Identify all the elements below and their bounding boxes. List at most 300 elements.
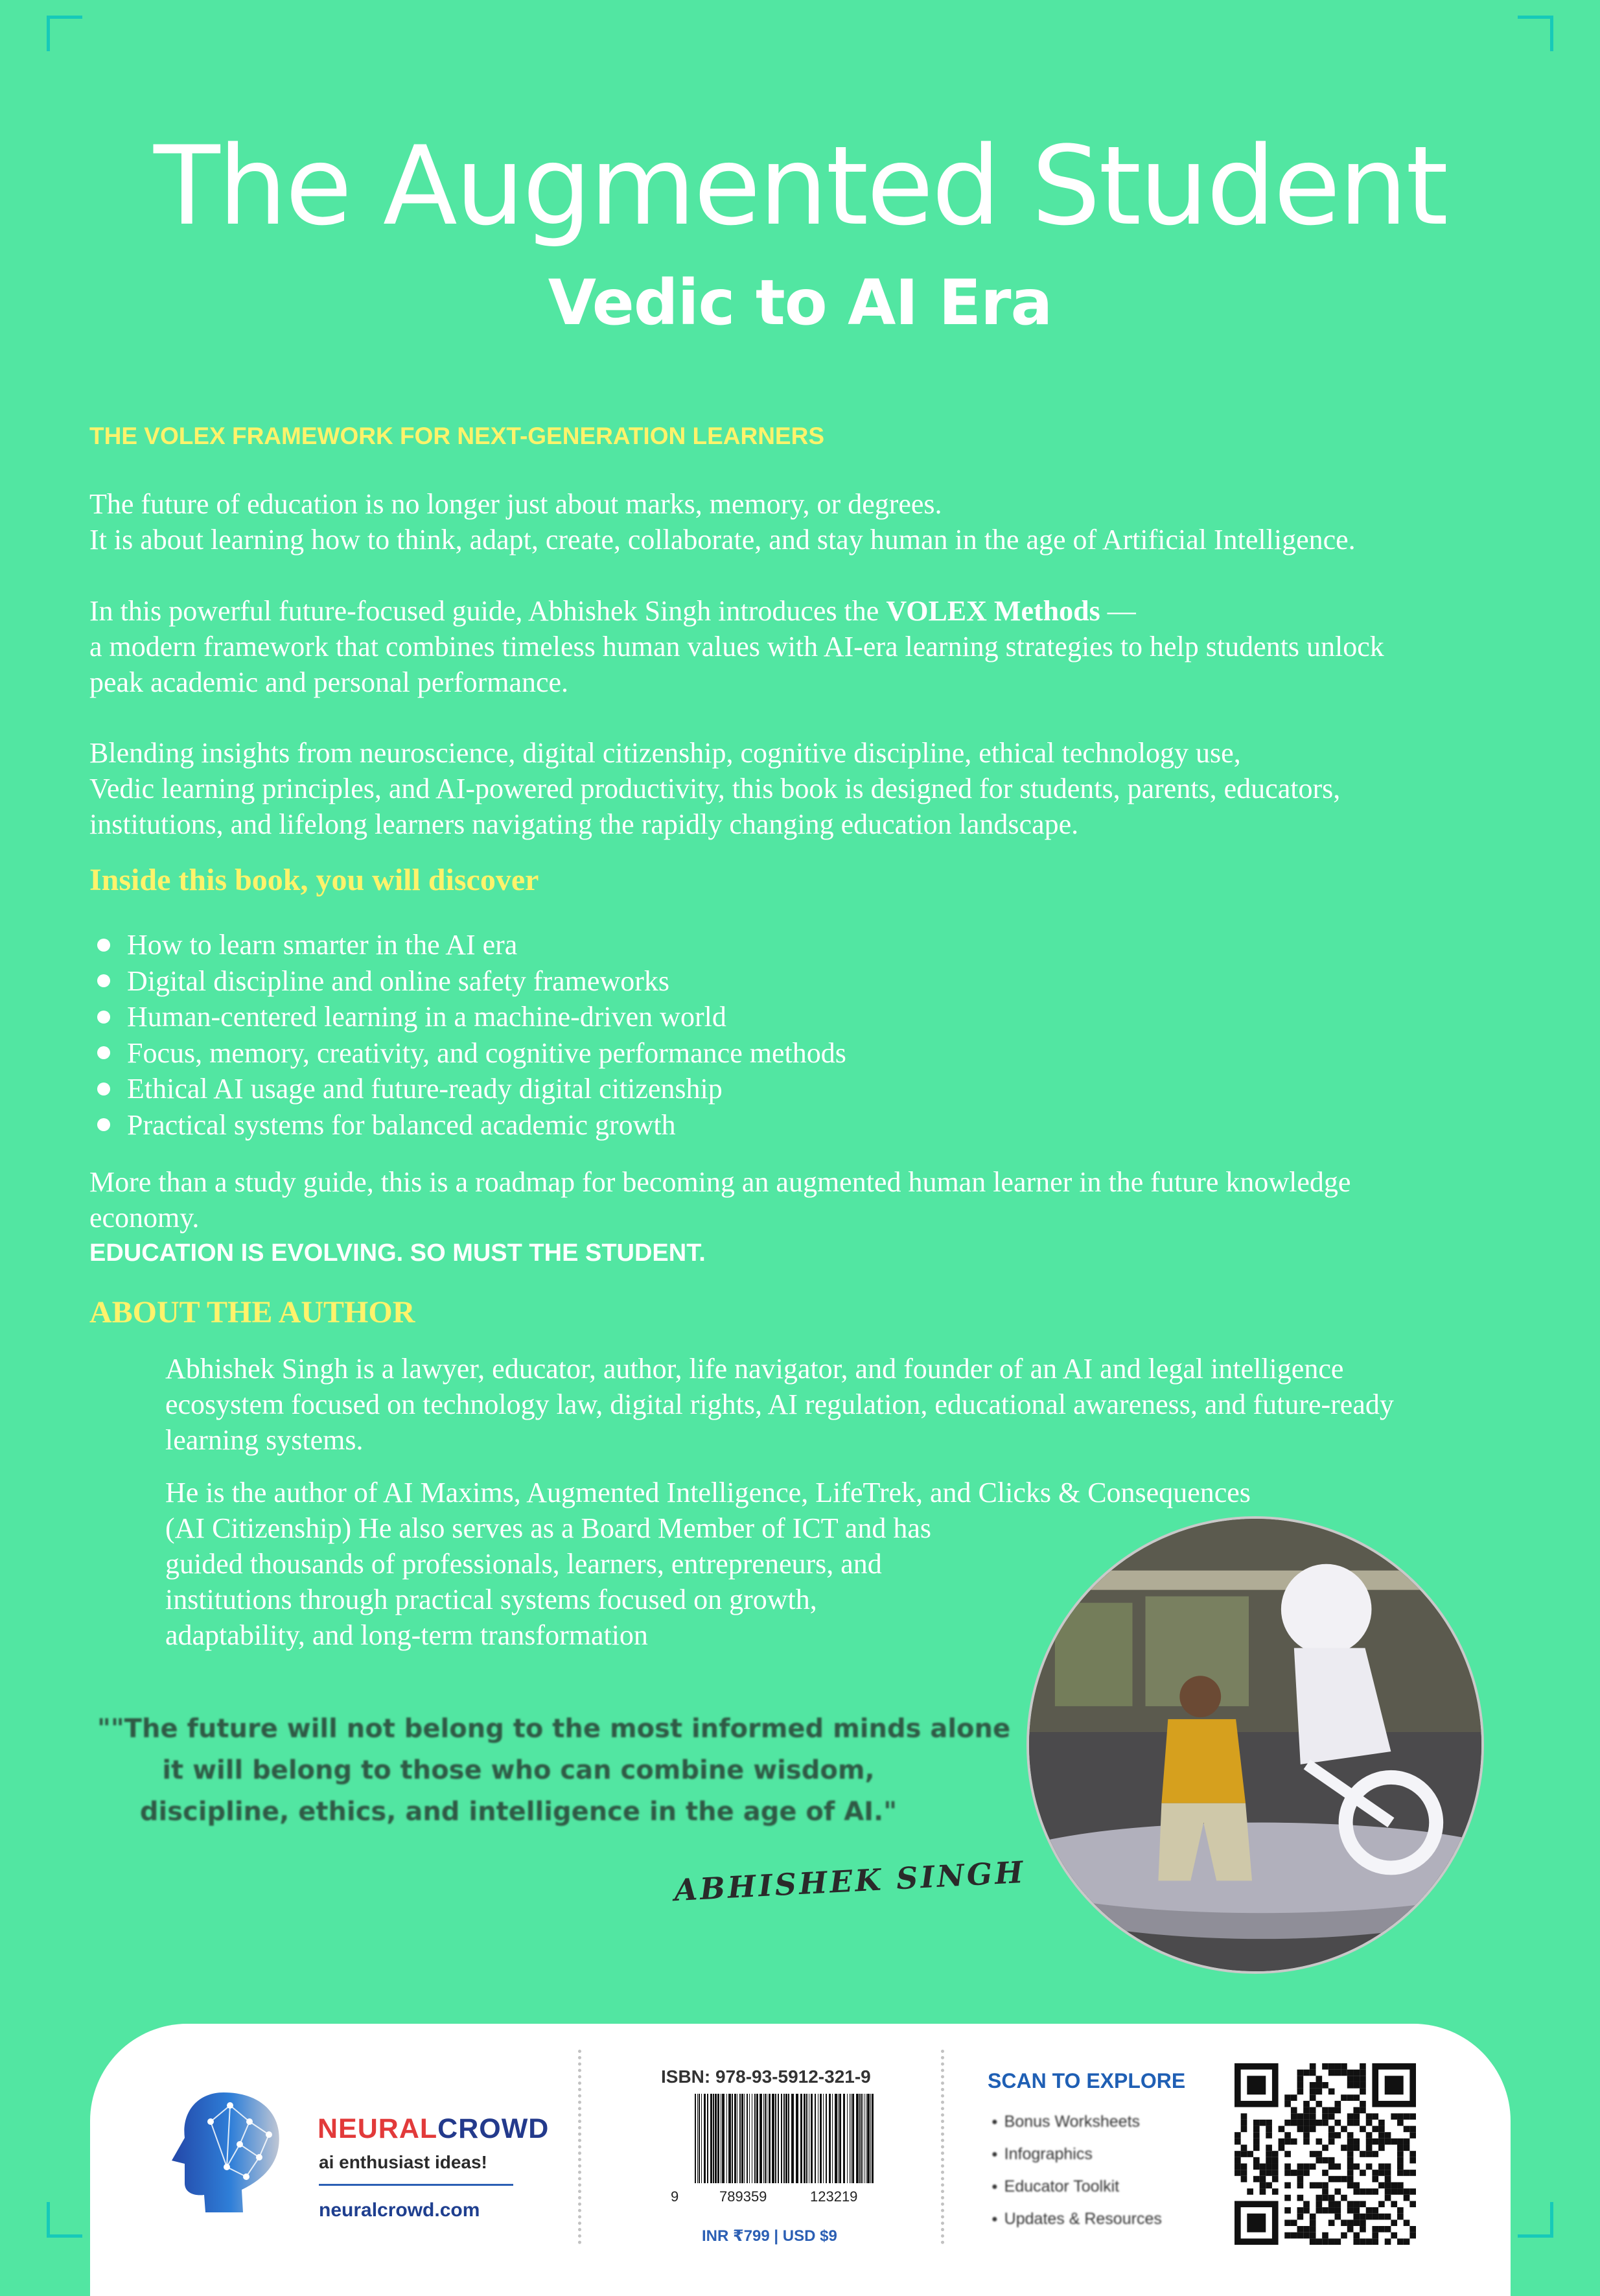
- qr-module: [1391, 2232, 1397, 2239]
- qr-module: [1284, 2163, 1291, 2170]
- qr-module: [1385, 2188, 1391, 2195]
- qr-module: [1353, 2201, 1360, 2207]
- qr-module: [1235, 2170, 1241, 2176]
- barcode-bar: [806, 2094, 807, 2183]
- list-item: Ethical AI usage and future-ready digital citizenship: [97, 1071, 846, 1107]
- qr-module: [1397, 2113, 1404, 2120]
- qr-module: [1360, 2188, 1366, 2195]
- author-photo-illustration: [1029, 1519, 1481, 1971]
- qr-module: [1353, 2238, 1360, 2245]
- qr-module: [1353, 2188, 1360, 2195]
- qr-module: [1360, 2070, 1366, 2076]
- qr-module: [1328, 2220, 1335, 2226]
- qr-module: [1310, 2089, 1316, 2095]
- qr-module: [1341, 2232, 1347, 2239]
- qr-module: [1297, 2082, 1304, 2089]
- qr-module: [1291, 2170, 1297, 2176]
- intro-paragraph-1: The future of education is no longer just about marks, memory, or degrees. It is about learning how to think, adapt, create, collaborate, and stay human in the age of Artificial Intelligence.: [89, 488, 1356, 556]
- qr-module: [1347, 2094, 1354, 2101]
- qr-module: [1328, 2113, 1335, 2120]
- book-title: The Augmented Student: [154, 123, 1446, 250]
- barcode-bar: [800, 2094, 802, 2183]
- qr-module: [1404, 2113, 1410, 2120]
- qr-module: [1284, 2182, 1291, 2188]
- qr-module: [1385, 2238, 1391, 2245]
- qr-module: [1266, 2170, 1272, 2176]
- qr-finder: [1247, 2076, 1266, 2094]
- qr-module: [1291, 2113, 1297, 2120]
- qr-module: [1322, 2238, 1328, 2245]
- publisher-url[interactable]: neuralcrowd.com: [319, 2199, 480, 2221]
- qr-module: [1397, 2182, 1404, 2188]
- qr-module: [1303, 2107, 1310, 2114]
- qr-module: [1272, 2176, 1279, 2183]
- qr-module: [1360, 2101, 1366, 2107]
- qr-module: [1279, 2126, 1285, 2133]
- barcode-bar: [781, 2094, 782, 2183]
- list-item: ● Educator Toolkit: [991, 2172, 1162, 2204]
- qr-module: [1347, 2120, 1354, 2126]
- qr-module: [1378, 2132, 1385, 2138]
- qr-module: [1291, 2220, 1297, 2226]
- qr-module: [1404, 2238, 1410, 2245]
- qr-module: [1372, 2226, 1378, 2232]
- qr-module: [1347, 2163, 1354, 2170]
- qr-module: [1260, 2170, 1266, 2176]
- qr-module: [1372, 2126, 1378, 2133]
- qr-module: [1341, 2176, 1347, 2183]
- barcode-bar: [843, 2094, 845, 2183]
- qr-module: [1303, 2226, 1310, 2232]
- barcode-bar: [697, 2094, 698, 2183]
- author-signature: ABHISHEK SINGH: [673, 1854, 1026, 1908]
- qr-module: [1303, 2070, 1310, 2076]
- qr-module: [1409, 2113, 1416, 2120]
- qr-module: [1297, 2182, 1304, 2188]
- barcode-bar: [717, 2094, 719, 2183]
- qr-module: [1328, 2207, 1335, 2214]
- qr-module: [1385, 2138, 1391, 2145]
- qr-module: [1297, 2195, 1304, 2201]
- intro-paragraph-3: Blending insights from neuroscience, digital citizenship, cognitive discipline, ethical technology use, Vedic learning principles, and AI-powered productivity, this book is designed for students, parents, educators, institutions, and lifelong learners navigating the rapidly changing education landscape.: [89, 737, 1341, 840]
- qr-module: [1297, 2214, 1304, 2220]
- qr-module: [1297, 2076, 1304, 2082]
- qr-module: [1360, 2201, 1366, 2207]
- qr-module: [1241, 2163, 1247, 2170]
- qr-module: [1341, 2126, 1347, 2133]
- qr-module: [1385, 2132, 1391, 2138]
- crop-mark-bottom-right: [1518, 2202, 1553, 2238]
- qr-module: [1334, 2207, 1341, 2214]
- qr-module: [1297, 2176, 1304, 2183]
- qr-module: [1241, 2120, 1247, 2126]
- qr-module: [1297, 2207, 1304, 2214]
- qr-module: [1272, 2151, 1279, 2157]
- qr-module: [1322, 2207, 1328, 2214]
- barcode-bar: [741, 2094, 743, 2183]
- qr-module: [1297, 2089, 1304, 2095]
- qr-module: [1266, 2145, 1272, 2151]
- qr-module: [1260, 2188, 1266, 2195]
- qr-module: [1353, 2082, 1360, 2089]
- barcode-bar: [796, 2094, 798, 2183]
- qr-module: [1360, 2076, 1366, 2082]
- qr-module: [1353, 2076, 1360, 2082]
- qr-module: [1241, 2113, 1247, 2120]
- qr-module: [1372, 2238, 1378, 2245]
- qr-module: [1353, 2214, 1360, 2220]
- qr-module: [1347, 2207, 1354, 2214]
- qr-module: [1360, 2107, 1366, 2114]
- qr-module: [1266, 2182, 1272, 2188]
- qr-module: [1347, 2070, 1354, 2076]
- qr-module: [1341, 2220, 1347, 2226]
- qr-module: [1409, 2170, 1416, 2176]
- qr-module: [1366, 2138, 1373, 2145]
- barcode-bar: [726, 2094, 727, 2183]
- qr-module: [1235, 2132, 1241, 2138]
- qr-module: [1284, 2151, 1291, 2157]
- inside-heading: Inside this book, you will discover: [89, 863, 539, 897]
- author-photo: [1026, 1516, 1484, 1974]
- qr-module: [1353, 2094, 1360, 2101]
- barcode-bar: [826, 2094, 827, 2183]
- qr-module: [1397, 2163, 1404, 2170]
- qr-module: [1334, 2063, 1341, 2070]
- qr-module: [1360, 2063, 1366, 2070]
- qr-module: [1322, 2145, 1328, 2151]
- qr-module: [1378, 2170, 1385, 2176]
- qr-module: [1253, 2126, 1260, 2133]
- qr-module: [1409, 2157, 1416, 2164]
- qr-module: [1334, 2070, 1341, 2076]
- qr-module: [1310, 2232, 1316, 2239]
- qr-module: [1397, 2145, 1404, 2151]
- barcode-bar: [785, 2094, 787, 2183]
- neuralcrowd-logo-icon: [165, 2086, 295, 2216]
- qr-module: [1284, 2232, 1291, 2239]
- qr-module: [1372, 2151, 1378, 2157]
- footer-divider: [578, 2050, 581, 2244]
- barcode-bar: [788, 2094, 789, 2183]
- qr-module: [1303, 2101, 1310, 2107]
- qr-module: [1322, 2170, 1328, 2176]
- barcode-bar: [722, 2094, 725, 2183]
- qr-module: [1328, 2126, 1335, 2133]
- qr-module: [1266, 2163, 1272, 2170]
- qr-module: [1360, 2238, 1366, 2245]
- qr-module: [1241, 2126, 1247, 2133]
- qr-module: [1322, 2232, 1328, 2239]
- qr-module: [1366, 2214, 1373, 2220]
- qr-module: [1310, 2182, 1316, 2188]
- qr-module: [1284, 2170, 1291, 2176]
- qr-module: [1253, 2176, 1260, 2183]
- qr-module: [1391, 2188, 1397, 2195]
- isbn-label: ISBN: 978-93-5912-321-9: [661, 2067, 871, 2087]
- qr-module: [1391, 2138, 1397, 2145]
- qr-module: [1322, 2082, 1328, 2089]
- qr-module: [1372, 2138, 1378, 2145]
- qr-module: [1310, 2070, 1316, 2076]
- qr-module: [1353, 2120, 1360, 2126]
- qr-module: [1297, 2226, 1304, 2232]
- qr-module: [1328, 2238, 1335, 2245]
- qr-module: [1404, 2220, 1410, 2226]
- qr-module: [1334, 2188, 1341, 2195]
- qr-module: [1391, 2113, 1397, 2120]
- qr-module: [1303, 2126, 1310, 2133]
- qr-module: [1297, 2120, 1304, 2126]
- qr-module: [1291, 2138, 1297, 2145]
- qr-module: [1316, 2207, 1323, 2214]
- qr-module: [1378, 2145, 1385, 2151]
- qr-module: [1241, 2170, 1247, 2176]
- list-item: ● Bonus Worksheets: [991, 2107, 1162, 2139]
- qr-module: [1316, 2120, 1323, 2126]
- publisher-rule: [319, 2184, 513, 2186]
- qr-module: [1404, 2170, 1410, 2176]
- scan-title: SCAN TO EXPLORE: [988, 2069, 1186, 2092]
- qr-module: [1391, 2201, 1397, 2207]
- qr-module: [1328, 2107, 1335, 2114]
- barcode-bar: [870, 2094, 871, 2183]
- qr-module: [1284, 2120, 1291, 2126]
- qr-module: [1303, 2113, 1310, 2120]
- price-label: INR ₹799 | USD $9: [702, 2227, 837, 2245]
- qr-module: [1266, 2126, 1272, 2133]
- list-item: How to learn smarter in the AI era: [97, 927, 846, 963]
- qr-module: [1341, 2070, 1347, 2076]
- qr-module: [1241, 2151, 1247, 2157]
- qr-module: [1284, 2207, 1291, 2214]
- qr-module: [1360, 2082, 1366, 2089]
- qr-module: [1385, 2182, 1391, 2188]
- barcode-bar: [754, 2094, 756, 2183]
- qr-module: [1360, 2226, 1366, 2232]
- qr-module: [1266, 2120, 1272, 2126]
- qr-module: [1303, 2170, 1310, 2176]
- qr-module: [1334, 2238, 1341, 2245]
- qr-module: [1347, 2157, 1354, 2164]
- qr-module: [1378, 2201, 1385, 2207]
- qr-module: [1397, 2120, 1404, 2126]
- barcode-bar: [707, 2094, 708, 2183]
- qr-module: [1341, 2195, 1347, 2201]
- qr-module: [1378, 2214, 1385, 2220]
- barcode-bar: [744, 2094, 745, 2183]
- qr-module: [1310, 2113, 1316, 2120]
- qr-module: [1316, 2138, 1323, 2145]
- barcode-bar: [749, 2094, 750, 2183]
- qr-module: [1397, 2157, 1404, 2164]
- qr-module: [1360, 2220, 1366, 2226]
- qr-module: [1347, 2182, 1354, 2188]
- list-item: Digital discipline and online safety frameworks: [97, 963, 846, 1000]
- qr-module: [1316, 2195, 1323, 2201]
- qr-module: [1303, 2201, 1310, 2207]
- qr-module: [1334, 2176, 1341, 2183]
- qr-module: [1310, 2063, 1316, 2070]
- publisher-tagline: ai enthusiast ideas!: [319, 2152, 487, 2172]
- barcode-first-digit: 9: [671, 2188, 679, 2205]
- qr-module: [1404, 2188, 1410, 2195]
- closing-paragraph: More than a study guide, this is a roadmap for becoming an augmented human learner in the future knowledge economy.: [89, 1166, 1351, 1234]
- qr-module: [1360, 2170, 1366, 2176]
- qr-module: [1260, 2163, 1266, 2170]
- qr-module: [1297, 2113, 1304, 2120]
- qr-module: [1235, 2163, 1241, 2170]
- barcode-bar: [728, 2094, 731, 2183]
- qr-module: [1310, 2214, 1316, 2220]
- qr-module: [1353, 2220, 1360, 2226]
- qr-module: [1272, 2188, 1279, 2195]
- qr-module: [1372, 2207, 1378, 2214]
- qr-module: [1322, 2063, 1328, 2070]
- qr-module: [1303, 2207, 1310, 2214]
- qr-module: [1404, 2126, 1410, 2133]
- qr-module: [1347, 2145, 1354, 2151]
- qr-module: [1385, 2226, 1391, 2232]
- qr-module: [1310, 2082, 1316, 2089]
- barcode-bar: [699, 2094, 700, 2183]
- qr-module: [1297, 2163, 1304, 2170]
- qr-module: [1316, 2082, 1323, 2089]
- qr-module: [1378, 2226, 1385, 2232]
- qr-module: [1235, 2151, 1241, 2157]
- barcode-bar: [811, 2094, 813, 2183]
- barcode-bar: [815, 2094, 816, 2183]
- qr-module: [1260, 2176, 1266, 2183]
- qr-module: [1378, 2163, 1385, 2170]
- qr-module: [1360, 2089, 1366, 2095]
- qr-module: [1360, 2214, 1366, 2220]
- qr-module: [1366, 2113, 1373, 2120]
- qr-module: [1353, 2070, 1360, 2076]
- barcode-bar: [804, 2094, 806, 2183]
- qr-module: [1247, 2188, 1253, 2195]
- qr-module: [1385, 2195, 1391, 2201]
- barcode-bar: [832, 2094, 833, 2183]
- qr-module: [1366, 2238, 1373, 2245]
- qr-module: [1328, 2201, 1335, 2207]
- volex-methods-emphasis: VOLEX Methods: [886, 595, 1100, 627]
- qr-module: [1316, 2089, 1323, 2095]
- qr-finder: [1247, 2214, 1266, 2232]
- list-item: ● Infographics: [991, 2139, 1162, 2172]
- qr-module: [1291, 2120, 1297, 2126]
- qr-module: [1366, 2207, 1373, 2214]
- barcode-right-digits: 123219: [810, 2188, 858, 2205]
- qr-module: [1372, 2214, 1378, 2220]
- barcode-bar: [847, 2094, 848, 2183]
- qr-module: [1316, 2151, 1323, 2157]
- qr-module: [1310, 2163, 1316, 2170]
- qr-module: [1291, 2107, 1297, 2114]
- qr-module: [1372, 2232, 1378, 2239]
- barcode-bar: [778, 2094, 779, 2183]
- qr-module: [1316, 2157, 1323, 2164]
- qr-module: [1241, 2176, 1247, 2183]
- qr-module: [1404, 2145, 1410, 2151]
- qr-module: [1397, 2170, 1404, 2176]
- qr-module: [1334, 2163, 1341, 2170]
- barcode-bar: [859, 2094, 861, 2183]
- qr-code[interactable]: [1235, 2063, 1416, 2245]
- barcode-bar: [856, 2094, 859, 2183]
- barcode-bar: [704, 2094, 706, 2183]
- qr-module: [1409, 2226, 1416, 2232]
- qr-module: [1328, 2176, 1335, 2183]
- qr-module: [1397, 2238, 1404, 2245]
- framework-kicker: THE VOLEX FRAMEWORK FOR NEXT-GENERATION LEARNERS: [89, 423, 825, 449]
- qr-module: [1347, 2132, 1354, 2138]
- qr-module: [1366, 2151, 1373, 2157]
- barcode-bar: [783, 2094, 785, 2183]
- qr-module: [1347, 2138, 1354, 2145]
- qr-module: [1404, 2195, 1410, 2201]
- qr-module: [1253, 2163, 1260, 2170]
- qr-module: [1284, 2094, 1291, 2101]
- barcode-bar: [763, 2094, 764, 2183]
- qr-module: [1328, 2163, 1335, 2170]
- list-item: Practical systems for balanced academic growth: [97, 1107, 846, 1143]
- qr-module: [1322, 2107, 1328, 2114]
- qr-module: [1241, 2145, 1247, 2151]
- isbn-barcode: [693, 2094, 875, 2183]
- barcode-bar: [775, 2094, 776, 2183]
- qr-module: [1272, 2170, 1279, 2176]
- qr-module: [1322, 2188, 1328, 2195]
- qr-module: [1341, 2094, 1347, 2101]
- qr-module: [1347, 2113, 1354, 2120]
- qr-module: [1266, 2151, 1272, 2157]
- intro-paragraph-2: In this powerful future-focused guide, Abhishek Singh introduces the VOLEX Methods — a modern framework that combines timeless human values with AI-era learning strategies to help students unlock peak academic and personal performance.: [89, 595, 1384, 698]
- qr-module: [1272, 2157, 1279, 2164]
- qr-module: [1266, 2132, 1272, 2138]
- qr-module: [1353, 2138, 1360, 2145]
- qr-module: [1284, 2101, 1291, 2107]
- qr-module: [1397, 2188, 1404, 2195]
- barcode-bar: [732, 2094, 733, 2183]
- qr-module: [1310, 2094, 1316, 2101]
- qr-module: [1334, 2132, 1341, 2138]
- qr-module: [1353, 2163, 1360, 2170]
- barcode-bar: [765, 2094, 766, 2183]
- qr-module: [1347, 2176, 1354, 2183]
- qr-module: [1366, 2163, 1373, 2170]
- qr-module: [1328, 2089, 1335, 2095]
- qr-module: [1366, 2132, 1373, 2138]
- qr-module: [1284, 2138, 1291, 2145]
- qr-module: [1266, 2157, 1272, 2164]
- qr-module: [1235, 2138, 1241, 2145]
- qr-module: [1322, 2195, 1328, 2201]
- qr-module: [1409, 2232, 1416, 2239]
- qr-module: [1316, 2101, 1323, 2107]
- qr-module: [1310, 2126, 1316, 2133]
- qr-module: [1360, 2126, 1366, 2133]
- scan-resource-list: [991, 2107, 1162, 2236]
- qr-module: [1303, 2120, 1310, 2126]
- qr-module: [1366, 2145, 1373, 2151]
- qr-module: [1372, 2176, 1378, 2183]
- author-bio-1: Abhishek Singh is a lawyer, educator, author, life navigator, and founder of an AI and legal intelligence ecosystem focused on technology law, digital rights, AI regulation, educational awareness, and future-ready learning systems.: [165, 1353, 1394, 1456]
- list-item: Focus, memory, creativity, and cognitive performance methods: [97, 1035, 846, 1072]
- qr-module: [1303, 2232, 1310, 2239]
- qr-module: [1310, 2107, 1316, 2114]
- author-bio-2: He is the author of AI Maxims, Augmented Intelligence, LifeTrek, and Clicks & Consequences (AI Citizenship) He also serves as a Board Member of ICT and has guided thousands of professionals, learners, entrepreneurs, and institutions through practical systems focused on growth, adaptability, and long-term transformation: [165, 1477, 1251, 1651]
